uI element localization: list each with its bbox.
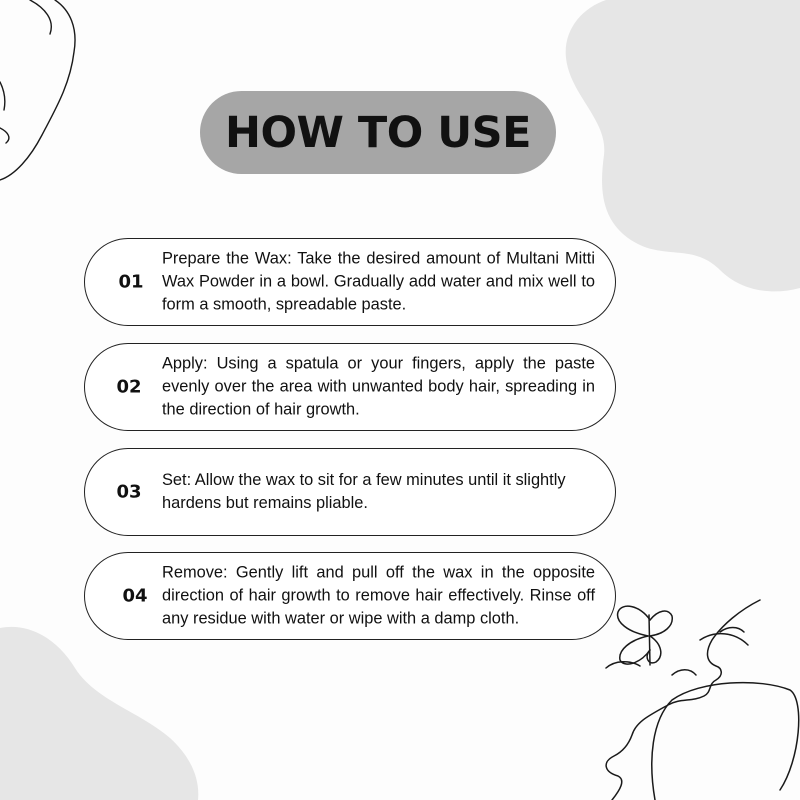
step-text: Apply: Using a spatula or your fingers, apply the paste evenly over the area with unwanted body hair, spreading in the direction of hair growth. [162,354,595,419]
step-card-2 [84,343,616,431]
step-card-1 [84,238,616,326]
step-card-4 [84,552,616,640]
top-right-blob [566,0,800,291]
step-text: Prepare the Wax: Take the desired amount of Multani Mitti Wax Powder in a bowl. Gradually add water and mix well to form a smooth, spreadable paste. [162,249,595,314]
face-butterfly-line-art [606,600,799,800]
step-number: 04 [122,585,148,607]
bottom-left-blob [0,627,198,800]
step-number: 03 [116,481,142,503]
step-text: Set: Allow the wax to sit for a few minutes until it slightly hardens but remains pliable. [162,471,566,512]
step-text: Remove: Gently lift and pull off the wax in the opposite direction of hair growth to remove hair effectively. Rinse off any residue with water or wipe with a damp cloth. [162,563,595,628]
step-card-3 [84,448,616,536]
step-number: 01 [118,271,144,293]
step-number: 02 [116,376,142,398]
page-title: HOW TO USE [224,107,532,158]
title-banner [200,91,556,174]
face-line-art-top-left [0,0,75,180]
